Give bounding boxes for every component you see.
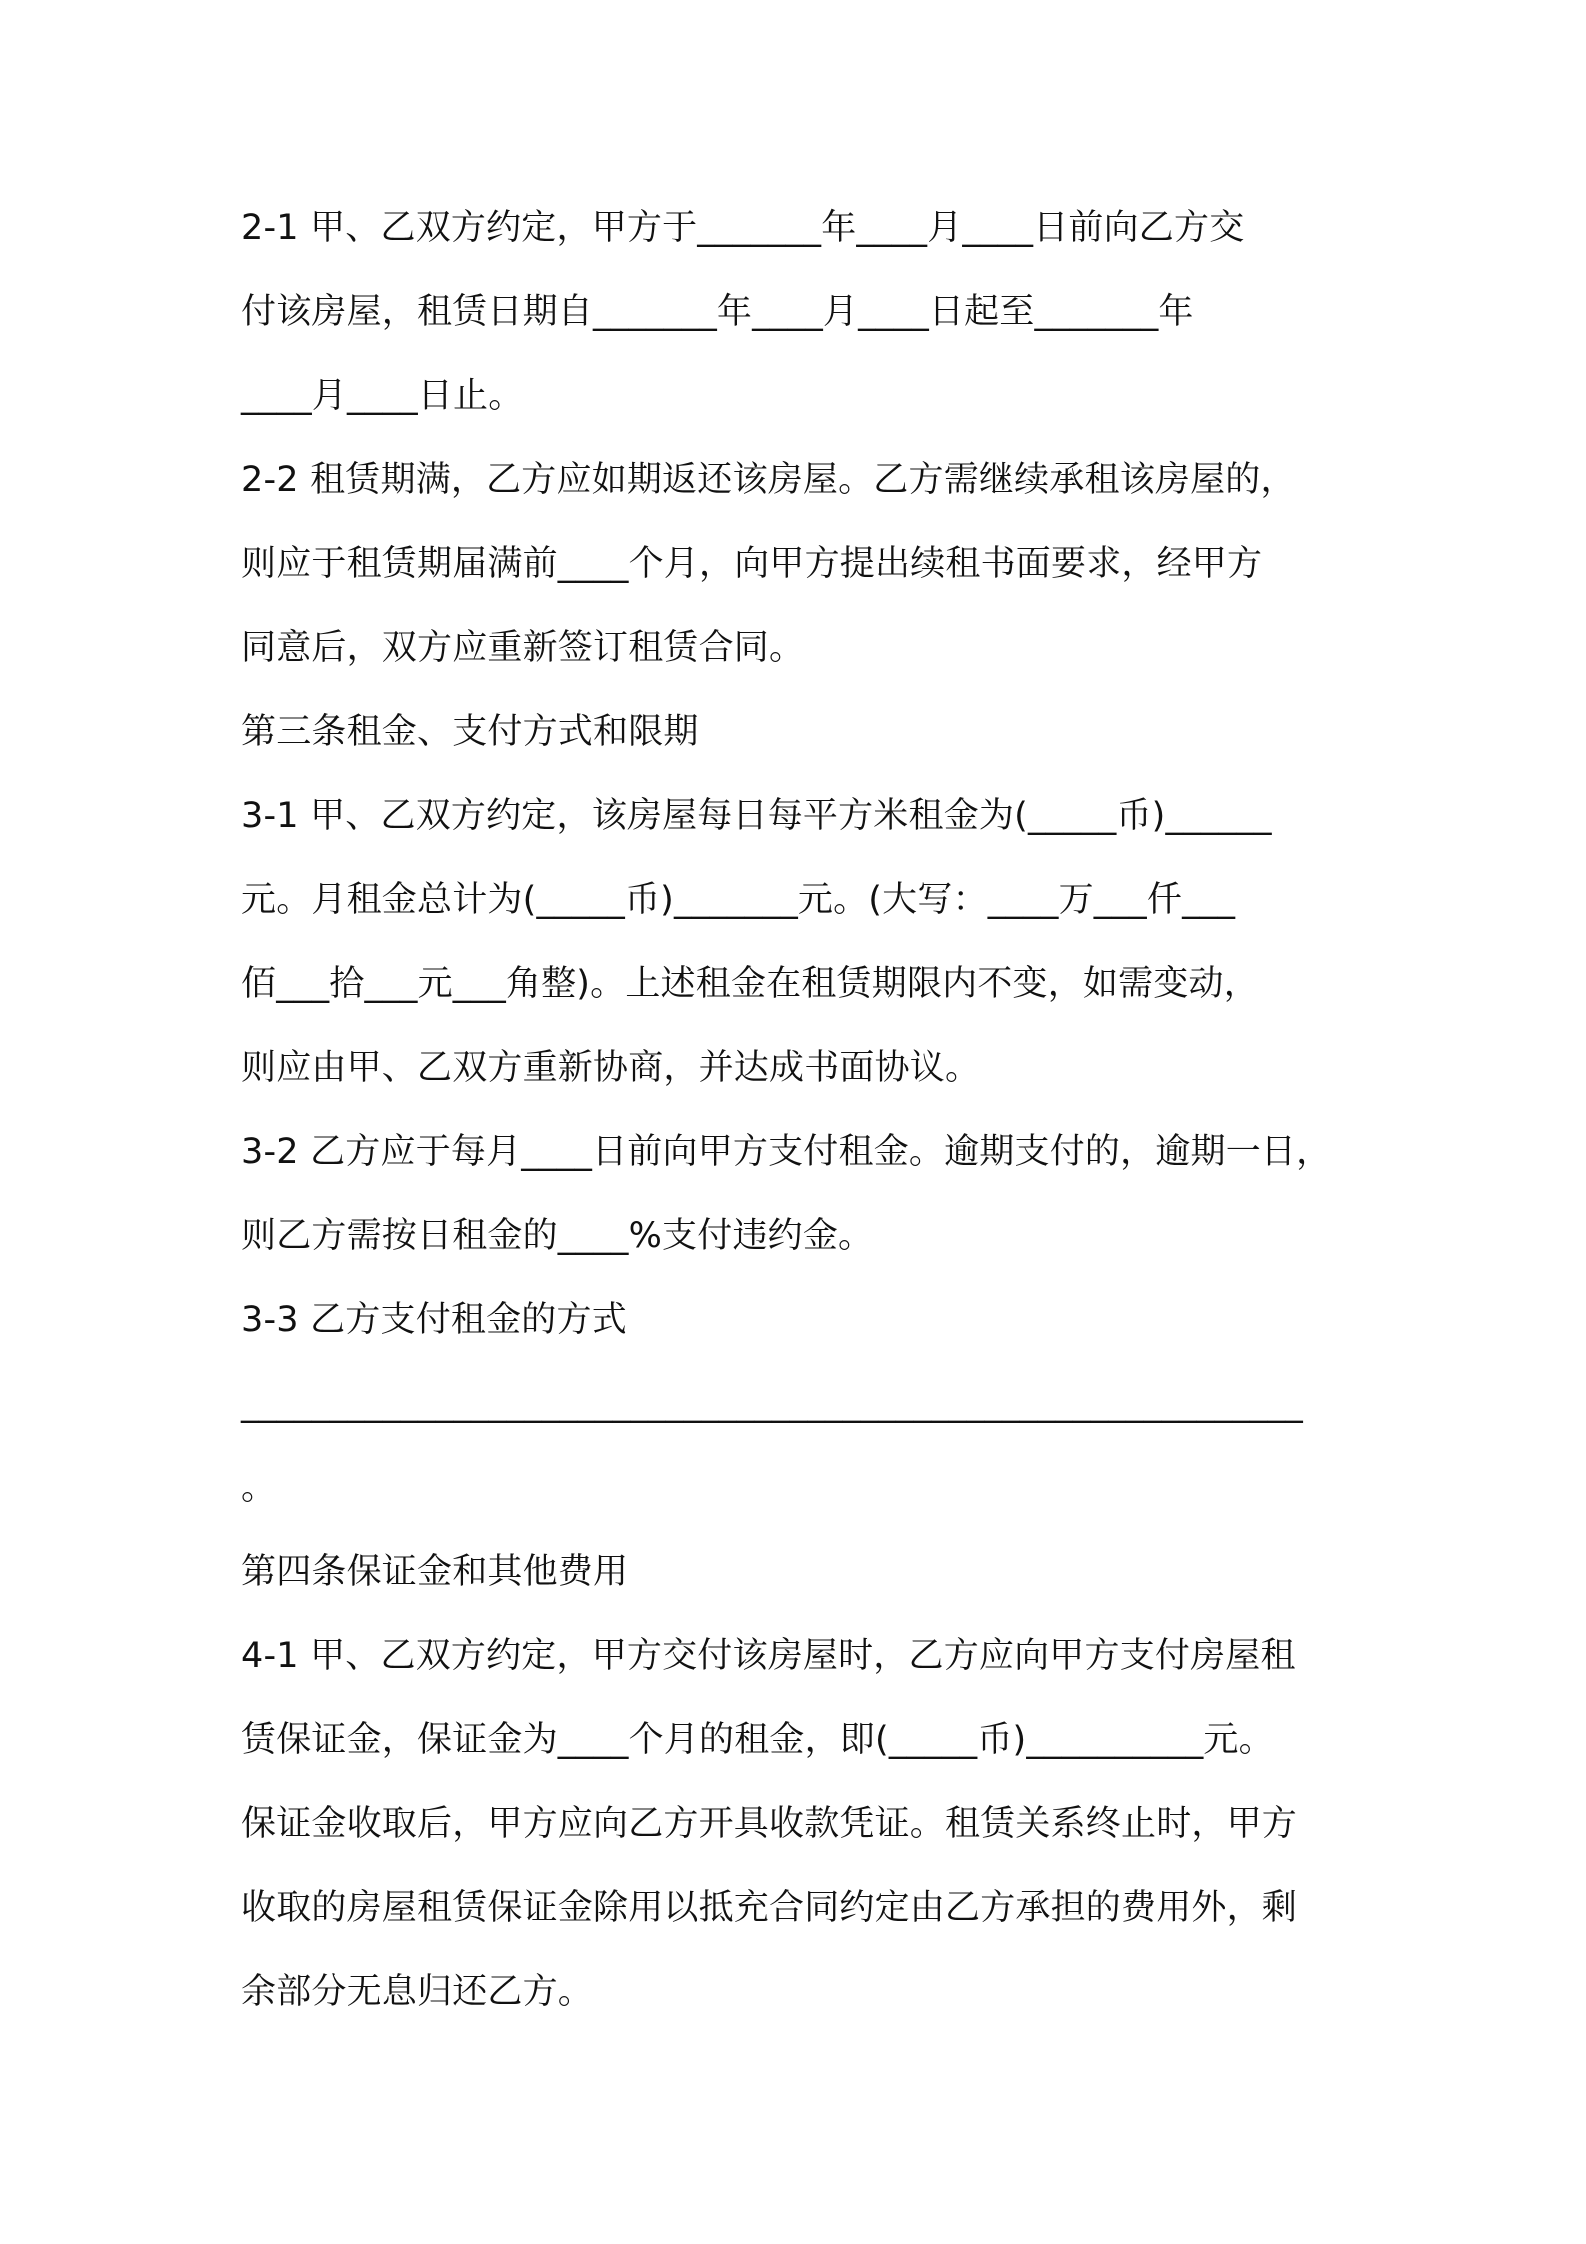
- text-line: 元。月租金总计为(_____币)_______元。(大写：____万___仟___: [241, 880, 1236, 920]
- text-line: 。: [241, 1468, 277, 1508]
- text-line: 3-1 甲、乙双方约定，该房屋每日每平方米租金为(_____币)______: [241, 796, 1272, 836]
- text-line: 3-2 乙方应于每月____日前向甲方支付租金。逾期支付的，逾期一日，: [241, 1132, 1332, 1172]
- text-line: 2-1 甲、乙双方约定，甲方于_______年____月____日前向乙方交: [241, 208, 1245, 248]
- fill-in-blank-line: ____________________________________________________________: [241, 1384, 1303, 1424]
- text-line: 则应于租赁期届满前____个月，向甲方提出续租书面要求，经甲方: [241, 544, 1263, 584]
- text-line: 保证金收取后，甲方应向乙方开具收款凭证。租赁关系终止时，甲方: [241, 1804, 1298, 1844]
- text-line: 佰___拾___元___角整)。上述租金在租赁期限内不变，如需变动，: [241, 964, 1259, 1004]
- section-heading: 第三条租金、支付方式和限期: [241, 712, 699, 752]
- text-line: ____月____日止。: [241, 376, 524, 416]
- text-line: 同意后，双方应重新签订租赁合同。: [241, 628, 805, 668]
- text-line: 3-3 乙方支付租金的方式: [241, 1300, 627, 1340]
- text-line: 4-1 甲、乙双方约定，甲方交付该房屋时，乙方应向甲方支付房屋租: [241, 1636, 1296, 1676]
- text-line: 收取的房屋租赁保证金除用以抵充合同约定由乙方承担的费用外，剩: [241, 1888, 1298, 1928]
- text-line: 则应由甲、乙双方重新协商，并达成书面协议。: [241, 1048, 981, 1088]
- section-heading: 第四条保证金和其他费用: [241, 1552, 629, 1592]
- text-line: 余部分无息归还乙方。: [241, 1972, 594, 2012]
- text-line: 则乙方需按日租金的____%支付违约金。: [241, 1216, 874, 1256]
- text-line: 2-2 租赁期满，乙方应如期返还该房屋。乙方需继续承租该房屋的，: [241, 460, 1296, 500]
- text-line: 赁保证金，保证金为____个月的租金，即(_____币)__________元。: [241, 1720, 1274, 1760]
- text-line: 付该房屋，租赁日期自_______年____月____日起至_______年: [241, 292, 1194, 332]
